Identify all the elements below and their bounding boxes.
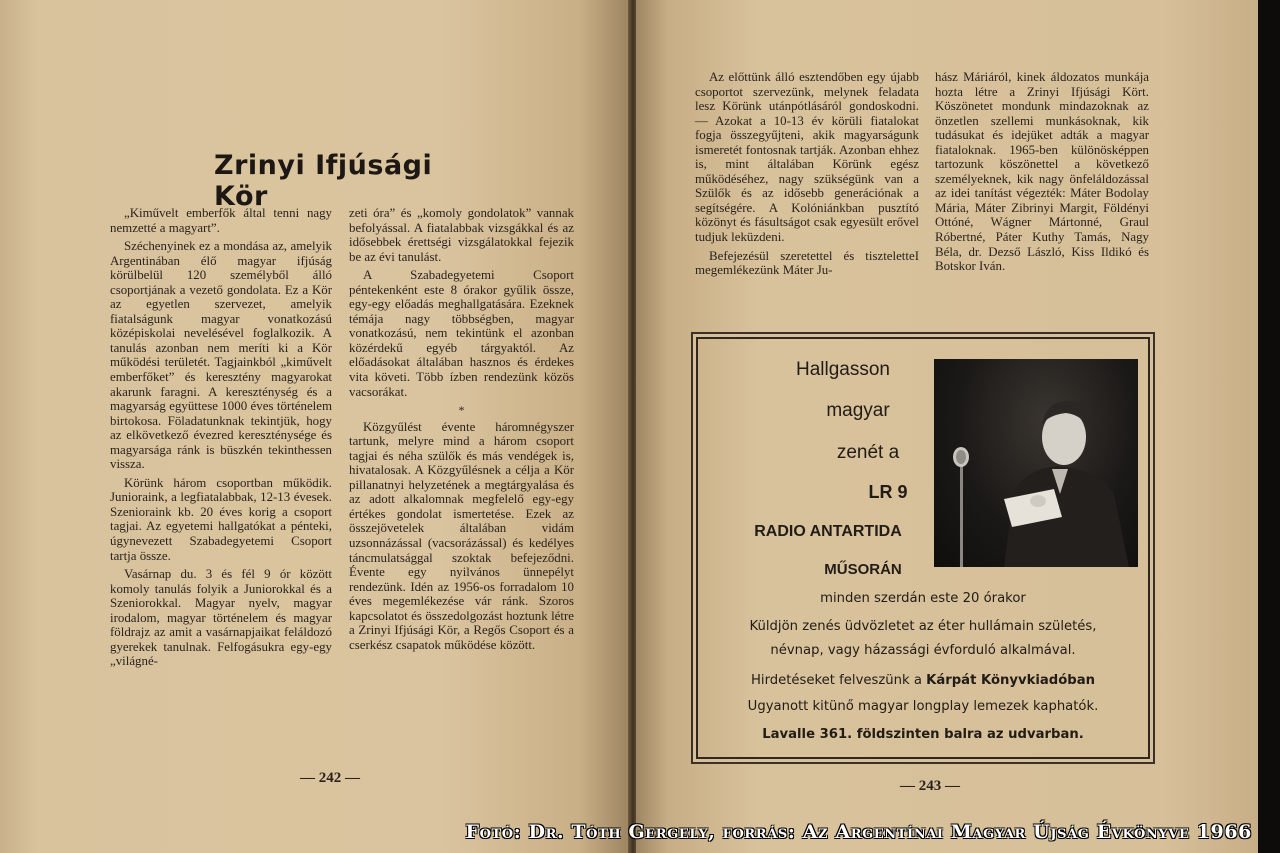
paragraph: Körünk három csoportban működik. Junioraink, a legfiatalabbak, 12-13 évesek. Szenioraink kb. 20 éves korig a csoport tagjai. Az egyetemi hallgatókat a pénteki, úgynevezett Szabadegyetemi Csoport tartja össze. [110, 475, 332, 563]
ad-text: Ugyanott kitünő magyar longplay lemezek kaphatók. [747, 699, 1099, 714]
paragraph: „Kiművelt emberfők által tenni nagy nemzetté a magyart”. [110, 206, 332, 235]
paragraph: Széchenyinek ez a mondása az, amelyik Argentinában élő magyar ifjúság körülbelül 120 személyből álló csoportjának a vezető gondolata. Ez a Kör az egyetlen szervezet, amelyik fiatalságunk magyar vonatkozású középiskolai nevelésével foglalkozik. A tanulás azonban nem meríti ki a Kör működési területét. Tagjainkból „kiművelt emberfőket” és keresztény magyarokat akarunk faragni. A kereszténység és a magyarság együttese 1000 éves történelem birtokosa. Föladatunknak tekintjük, hogy az elkövetkező évezred kereszténysége és magyarsága ránk is büszkén tekinthessen vissza. [110, 239, 332, 472]
announcer-at-microphone-image [934, 359, 1138, 567]
ad-text: névnap, vagy házassági évforduló alkalmával. [770, 643, 1076, 658]
ad-headline: Hallgasson [796, 359, 890, 380]
paragraph: Befejezésül szeretettel és tiszteletteI megemlékezünk Máter Ju- [695, 248, 919, 278]
left-page-column-2 [349, 206, 574, 656]
right-book-page [636, 0, 1258, 853]
photo-credit-caption: Fotó: Dr. Tóth Gergely, forrás: Az Argentínai Magyar Újság Évkönyve 1966 [465, 821, 1252, 843]
ad-text [698, 673, 1148, 688]
announcer-photo [934, 359, 1138, 567]
ad-program-label: MŰSORÁN [824, 561, 902, 578]
paragraph: Vasárnap du. 3 és fél 9 ór között komoly tanulás folyik a Juniorokkal és a Szeniorokkal. Magyar nyelv, magyar irodalom, magyar történelem és magyar földrajz az amit a vasárnapjaikat feláldozó gyerekek tanulnak. Felfogásukra egy-egy „világné- [110, 567, 332, 669]
article-title: Zrinyi Ifjúsági Kör [214, 150, 433, 212]
dark-background-edge [1258, 0, 1280, 853]
page-number-right: — 243 — [900, 778, 960, 794]
ad-publisher-name: Kárpát Könyvkiadóban [926, 673, 1096, 688]
paragraph: zeti óra” és „komoly gondolatok” vannak befolyással. A fiatalabbak vizsgákkal és az idősebbek érettségi vizsgálatokkal fejezik be az évi tanulást. [349, 206, 574, 264]
paragraph: Az előttünk álló esztendőben egy újabb csoportot szervezünk, melynek feladata lesz Körünk utánpótlásáról gondoskodni. — Azokat a 10-13 év körüli fiatalokat fogja összegyűjteni, akik magyarságunk ismeretét fontosnak tartják. Azonban ehhez is, mint általában Körünk egész működéséhez, nagy szükségünk van a Szülők és az idősebb generációnak a segítségére. A Kolóniánkban pusztító közönyt és fásultságot csak egyesült erővel tudjuk leküzdeni. [695, 70, 919, 245]
right-page-column-2 [935, 70, 1149, 278]
ad-headline: zenét a [836, 442, 900, 463]
section-separator: * [458, 403, 465, 418]
left-book-page [0, 0, 630, 853]
ad-headline: magyar [826, 400, 890, 421]
ad-text: Küldjön zenés üdvözletet az éter hullámain születés, [749, 619, 1097, 634]
paragraph: A Szabadegyetemi Csoport péntekenként este 8 órakor gyűlik össze, egy-egy előadás meghallgatására. Ezeknek témája nagy többségben, magyar vonatkozású, nem tekintünk el azonban közérdekű egyéb tárgyaktól. Az előadásokat általában hasznos és érdekes vita követi. Több ízben rendezünk közös vacsorákat. [349, 268, 574, 399]
paragraph: hász Máriáról, kinek áldozatos munkája hozta létre a Zrinyi Ifjúsági Kört. Köszönetet mondunk mindazoknak az önzetlen szellemi munkásoknak, kik tudásukat és idejüket adták a magyar fiataloknak. 1965-ben különösképpen tartozunk köszönettel a következő személyeknek, kik nagy önfeláldozással az idei tanítást végezték: Máter Bodolay Mária, Máter Zibrinyi Margit, Földényi Ottóné, Wágner Mártonné, Graul Róbertné, Páter Kuthy Tamás, Nagy Béla, dr. Dezső László, Kiss Ildikó és Botskor Iván. [935, 70, 1149, 274]
ad-station-callsign: LR 9 [868, 482, 908, 502]
ad-station-name: RADIO ANTARTIDA [754, 523, 902, 540]
right-page-column-1 [695, 70, 919, 282]
ad-schedule: minden szerdán este 20 órakor [820, 591, 1026, 606]
left-page-column-1 [110, 206, 332, 673]
ad-address: Lavalle 361. földszinten balra az udvarban. [762, 727, 1084, 742]
radio-advertisement [696, 337, 1150, 759]
ad-text-prefix: Hirdetéseket felveszünk a [750, 673, 922, 688]
page-number-left: — 242 — [300, 770, 360, 786]
paragraph: Közgyűlést évente háromnégyszer tartunk, melyre mind a három csoport tagjai és néha szülők és más vendégek is, hivatalosak. A Közgyűlésnek a célja a Kör pillanatnyi helyzetének a megtárgyalása és az adott alkalomnak megfelelő egy-egy értékes gondolat ismertetése. Ezek az összejövetelek általában vidám uzsonnázással (vacsorázással) és kedélyes táncmulatsággal szoktak befejeződni. Évente egy nyilvános ünnepélyt rendezünk. Idén az 1956-os forradalom 10 éves megemlékezése vár ránk. Szoros kapcsolatot és összedolgozást hoztunk létre a Zrinyi Ifjúsági Kör, a Regős Csoport és a cserkész csapatok működése között. [349, 419, 574, 652]
